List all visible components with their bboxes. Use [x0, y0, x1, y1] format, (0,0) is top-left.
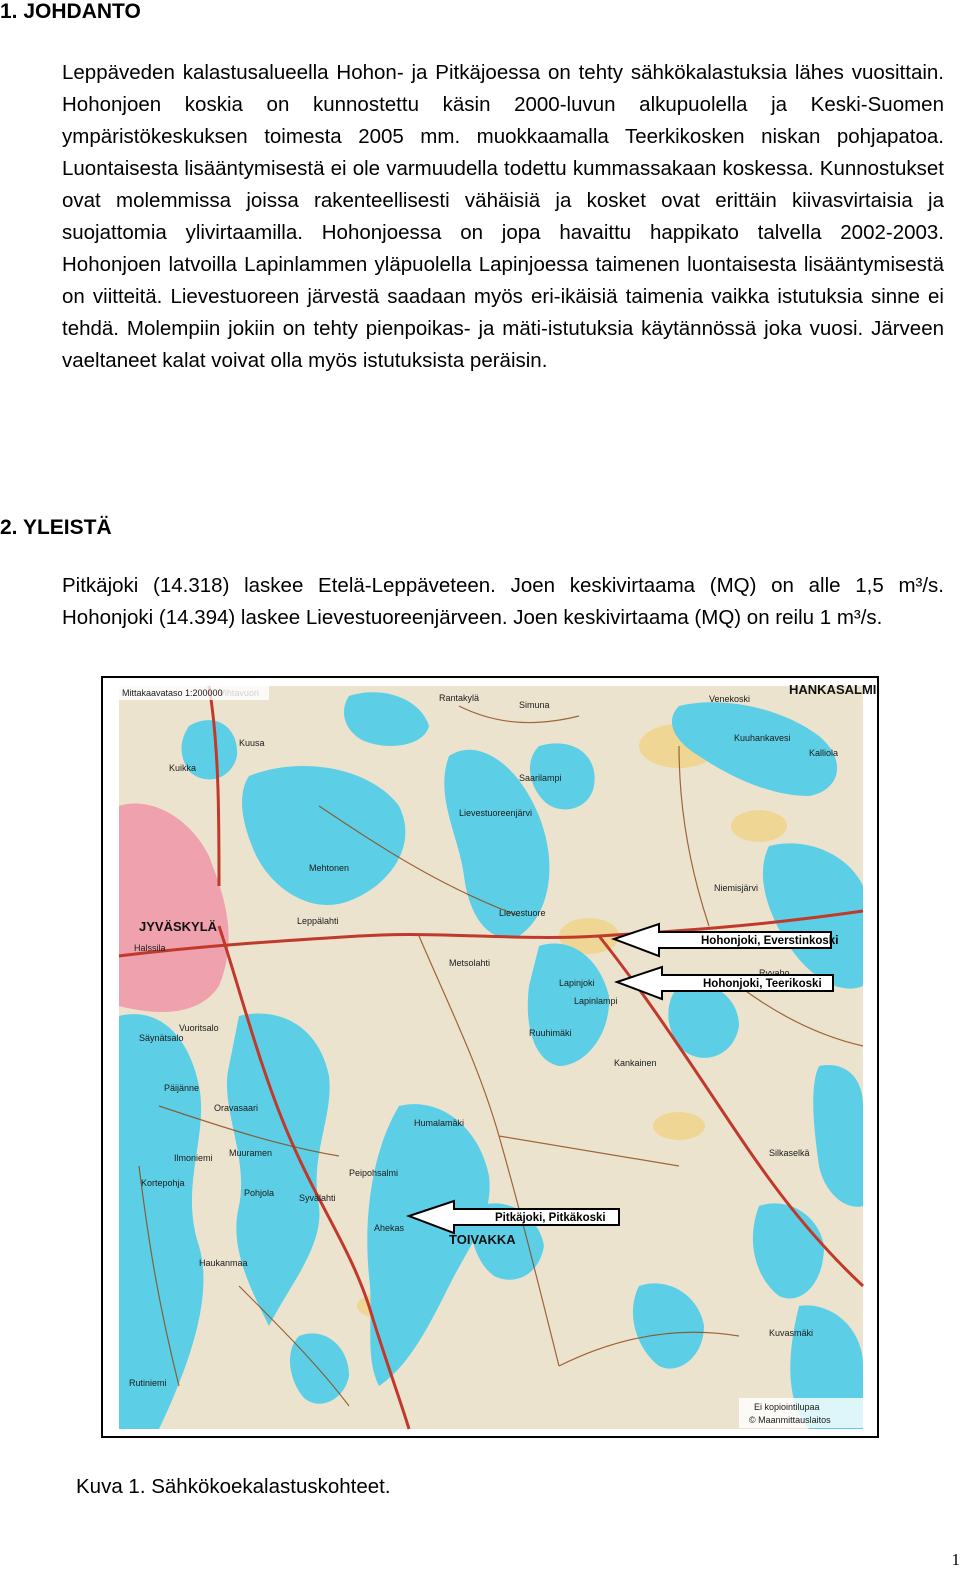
- map-place-label: Mehtonen: [309, 863, 350, 873]
- map-place-label: Muuramen: [229, 1148, 273, 1158]
- map-canvas: [119, 682, 877, 1429]
- map-place-label: Päijänne: [164, 1083, 200, 1093]
- section-1-paragraph: Leppäveden kalastusalueella Hohon- ja Pitkäjoessa on tehty sähkökalastuksia lähes vuosittain. Hohonjoen koskia on kunnostettu käsin 2000-luvun alkupuolella ja Keski-Suomen ympäristökeskuksen toimesta 2005 mm. muokkaamalla Teerkikosken niskan pohjapatoa. Luontaisesta lisääntymisestä ei ole varmuudella todettu kummassakaan koskessa. Kunnostukset ovat molemmissa joissa rakenteellisesti vähäisiä ja kosket ovat erittäin kiivasvirtaisia ja suojattomia ylivirtaamilla. Hohonjoessa on jopa havaittu happikato talvella 2002-2003. Hohonjoen latvoilla Lapinlammen yläpuolella Lapinjoessa taimenen luontaisesta lisääntymisestä on viitteitä. Lievestuoreen järvestä saadaan myös eri-ikäisiä taimenia vaikka istutuksia sinne ei tehdä. Molempiin jokiin on tehty pienpoikas- ja mäti-istutuksia käytännössä joka vuosi. Järveen vaeltaneet kalat voivat olla myös istutuksista peräisin.: [62, 61, 944, 372]
- section-2-heading: 2. YLEISTÄ: [0, 516, 112, 539]
- map-place-label: Kuuhankavesi: [734, 733, 791, 743]
- map-place-label: Ruuhimäki: [529, 1028, 572, 1038]
- map-place-label: Ahekas: [374, 1223, 405, 1233]
- map-place-label: Silkaselkä: [769, 1148, 810, 1158]
- map-place-label: Haukanmaa: [199, 1258, 248, 1268]
- map-copyright: © Maanmittauslaitos: [749, 1415, 831, 1425]
- map-place-label: Säynätsalo: [139, 1033, 184, 1043]
- map-place-label: Halssila: [134, 943, 166, 953]
- page-number: 1: [951, 1550, 960, 1569]
- map-figure-frame: [101, 676, 879, 1438]
- map-label-hankasalmi: HANKASALMI: [789, 682, 877, 697]
- figure-caption: Kuva 1. Sähkökoekalastuskohteet.: [76, 1475, 391, 1498]
- map-scale-text: Mittakaavataso 1:200000: [122, 688, 223, 698]
- section-1-heading: 1. JOHDANTO: [0, 0, 141, 23]
- map-place-label: Syvälahti: [299, 1193, 336, 1203]
- map-place-label: Saarilampi: [519, 773, 562, 783]
- arrow-label-teerikoski: Hohonjoki, Teerikoski: [703, 978, 822, 990]
- map-label-jyvaskyla: JYVÄSKYLÄ: [139, 919, 218, 934]
- topographic-map: [119, 682, 877, 1429]
- map-place-label: Pohjola: [244, 1188, 275, 1198]
- map-place-label: Rantakylä: [439, 693, 480, 703]
- map-place-label: Kankainen: [614, 1058, 657, 1068]
- map-place-label: Kuusa: [239, 738, 265, 748]
- map-place-label: Kortepohja: [141, 1178, 185, 1188]
- map-place-label: Ilmoniemi: [174, 1153, 213, 1163]
- map-place-label: Lapinjoki: [559, 978, 595, 988]
- map-copyright-note: Ei kopiointilupaa: [754, 1402, 820, 1412]
- map-place-label: Rutiniemi: [129, 1378, 167, 1388]
- map-place-label: Kuikka: [169, 763, 197, 773]
- map-place-label: Humalamäki: [414, 1118, 465, 1128]
- map-place-label: Metsolahti: [449, 958, 491, 968]
- map-place-label: Kuvasmäki: [769, 1328, 814, 1338]
- map-place-label: Lievestuore: [499, 908, 546, 918]
- map-place-label: Lapinlampi: [574, 996, 618, 1006]
- map-place-label: Vuoritsalo: [179, 1023, 219, 1033]
- map-place-label: Lievestuoreenjärvi: [459, 808, 533, 818]
- map-place-label: Kalliola: [809, 748, 839, 758]
- map-place-label: Leppälahti: [297, 916, 339, 926]
- arrow-label-everstinkoski: Hohonjoki, Everstinkoski: [701, 935, 839, 947]
- map-label-toivakka: TOIVAKKA: [449, 1232, 516, 1247]
- map-place-label: Peipohsalmi: [349, 1168, 399, 1178]
- map-place-label: Niemisjärvi: [714, 883, 759, 893]
- map-place-label: Ryvaho: [759, 968, 790, 978]
- map-place-label: Venekoski: [709, 694, 751, 704]
- map-place-label: Oravasaari: [214, 1103, 259, 1113]
- section-2-paragraph: Pitkäjoki (14.318) laskee Etelä-Leppäveteen. Joen keskivirtaama (MQ) on alle 1,5 m³/s. Hohonjoki (14.394) laskee Lievestuoreenjärveen. Joen keskivirtaama (MQ) on reilu 1 m³/s.: [62, 574, 944, 629]
- arrow-label-pitkakoski: Pitkäjoki, Pitkäkoski: [495, 1212, 606, 1224]
- map-place-label: Simuna: [519, 700, 550, 710]
